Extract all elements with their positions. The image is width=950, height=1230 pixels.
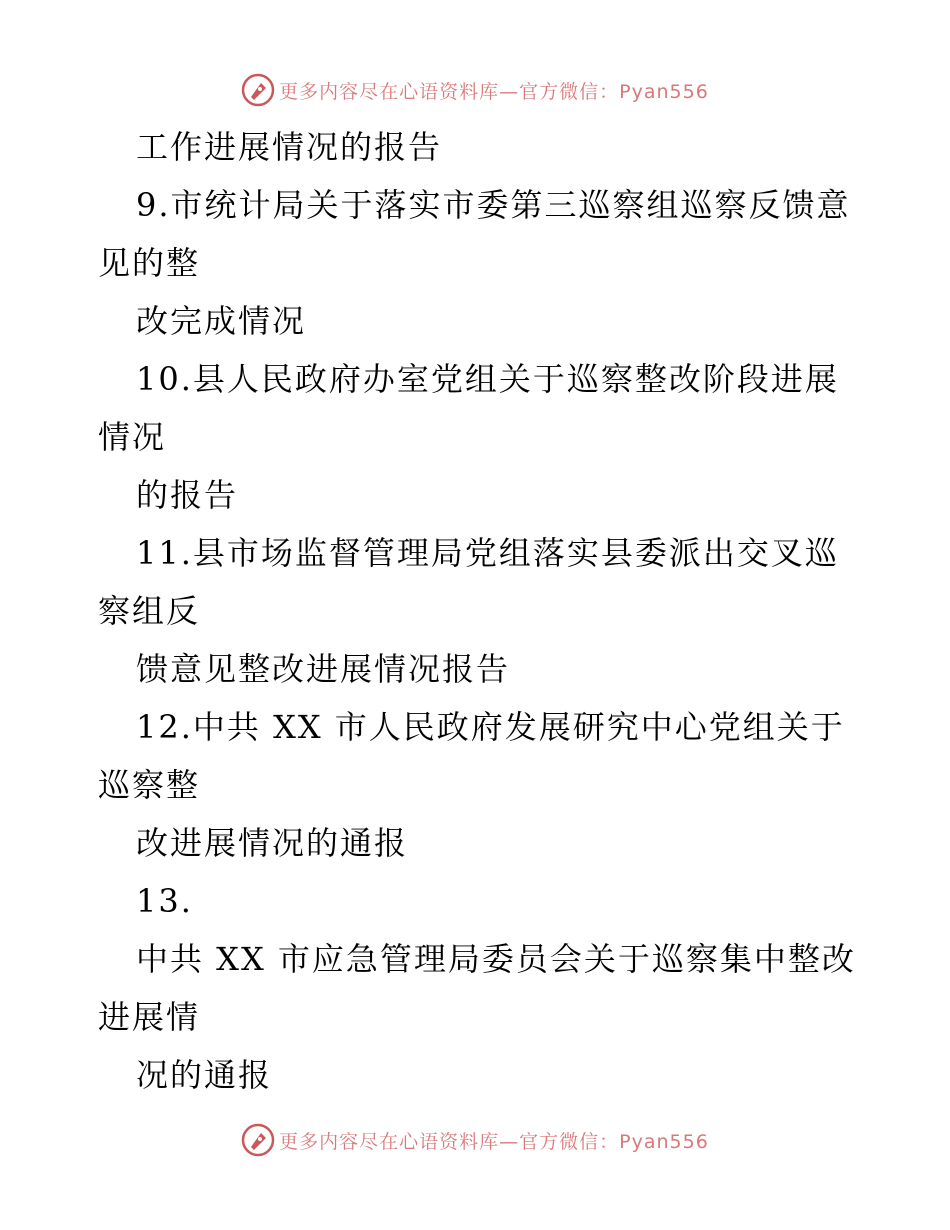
doc-line: 巡察整: [98, 766, 201, 804]
doc-line: 10.县人民政府办室党组关于巡察整改阶段进展: [136, 360, 839, 398]
doc-line: 工作进展情况的报告: [136, 128, 443, 166]
doc-line: 13.: [136, 882, 193, 920]
doc-line: 11.县市场监督管理局党组落实县委派出交叉巡: [136, 534, 839, 572]
doc-line: 见的整: [98, 244, 201, 282]
footer-banner: [0, 1120, 950, 1160]
pen-nib-logo-icon: [241, 73, 275, 107]
doc-line: 察组反: [98, 592, 201, 630]
doc-line: 改进展情况的通报: [136, 824, 409, 862]
doc-line: 进展情: [98, 998, 201, 1036]
doc-line: 的报告: [136, 476, 239, 514]
pen-nib-logo-icon: [241, 1123, 275, 1157]
doc-line: 况的通报: [136, 1056, 273, 1094]
doc-line: 中共 XX 市应急管理局委员会关于巡察集中整改: [136, 940, 856, 978]
footer-banner-text: 更多内容尽在心语资料库—官方微信：Pyan556: [279, 1130, 709, 1153]
header-banner-text: 更多内容尽在心语资料库—官方微信：Pyan556: [279, 80, 709, 103]
doc-line: 9.市统计局关于落实市委第三巡察组巡察反馈意: [136, 186, 851, 224]
doc-line: 改完成情况: [136, 302, 307, 340]
header-banner: [0, 70, 950, 110]
doc-line: 12.中共 XX 市人民政府发展研究中心党组关于: [136, 708, 845, 746]
doc-line: 情况: [98, 418, 167, 456]
doc-line: 馈意见整改进展情况报告: [136, 650, 511, 688]
